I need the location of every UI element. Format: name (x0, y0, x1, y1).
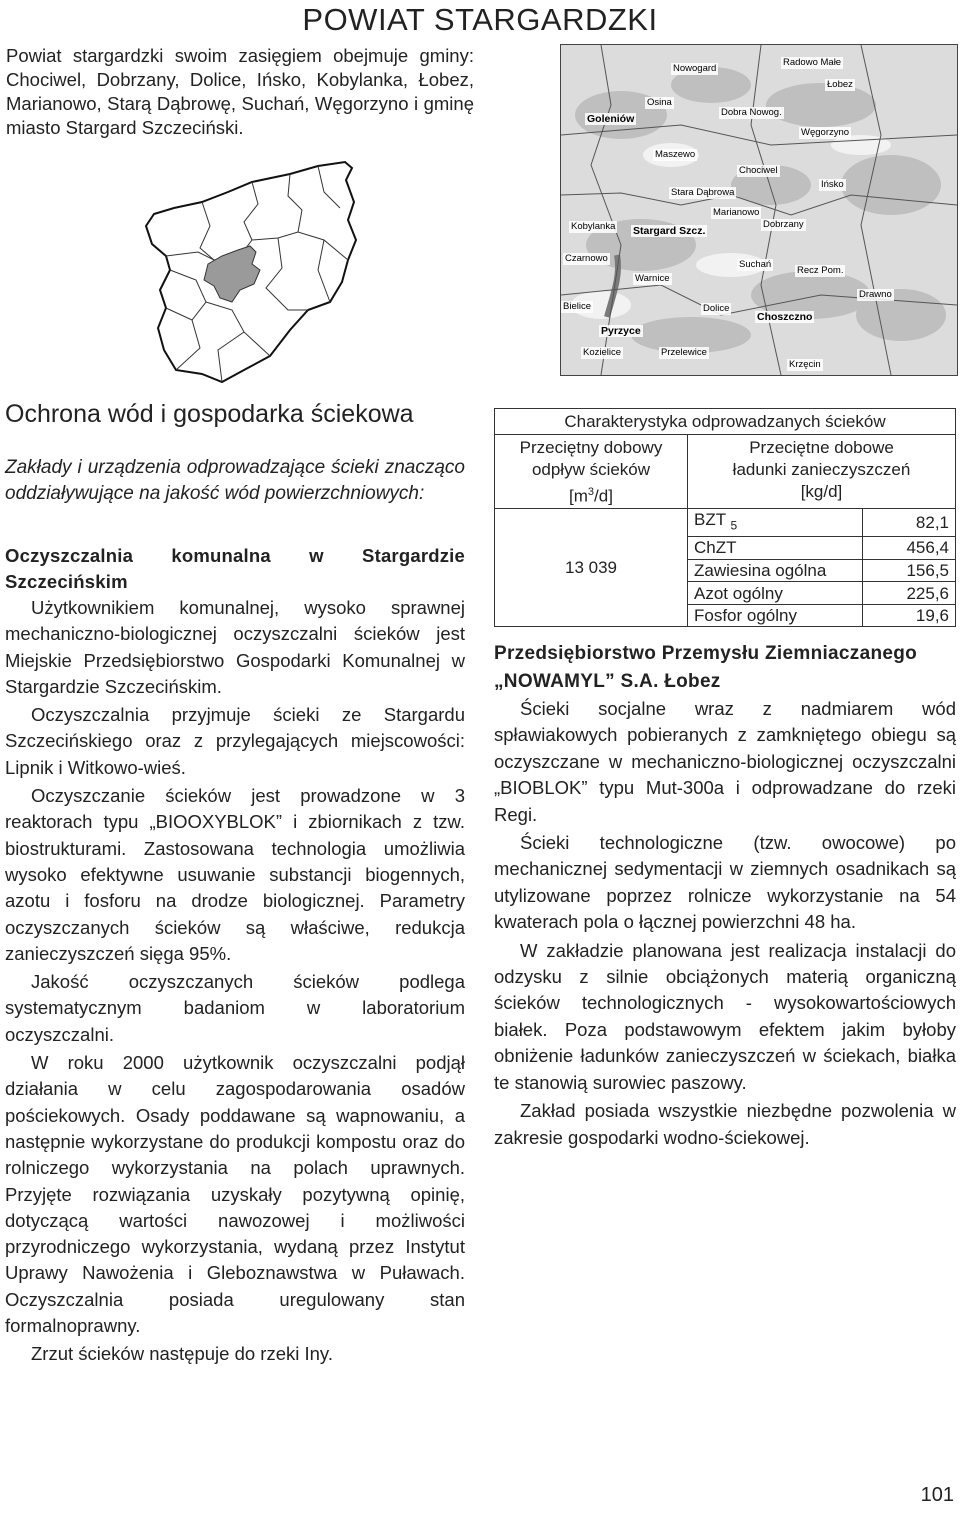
section-title: Ochrona wód i gospodarka ściekowa (5, 400, 414, 428)
company-heading: Przedsiębiorstwo Przemysłu Ziemniaczanego „NOWAMYL” S.A. Łobez (494, 643, 918, 692)
map-label: Maszewo (655, 149, 696, 160)
map-label: Krzęcin (789, 359, 821, 370)
map-label: Ińsko (821, 179, 844, 190)
map-label: Warnice (635, 273, 670, 284)
paragraph: Ścieki technologiczne (tzw. owocowe) po mechanicznej sedymentacji w ziemnych osadnikach są utylizowane poprzez rolnicze wykorzystanie na 54 kwaterach pola o łącznej powierzchni 48 ha. (494, 832, 956, 933)
map-label: Choszczno (757, 311, 813, 323)
map-label: Pyrzyce (601, 325, 641, 337)
intro-text: Powiat stargardzki swoim zasięgiem obejmuje gminy: Chociwel, Dobrzany, Dolice, Ińsko, Kobylanka, Łobez, Marianowo, Starą Dąbrowę, Suchań, Węgorzyno i gminę miasto Stargard Szczeciński. (6, 45, 474, 138)
map-label: Marianowo (713, 207, 760, 218)
map-label: Węgorzyno (801, 127, 850, 138)
parameter-name: ChZT (688, 537, 863, 560)
parameter-value: 456,4 (863, 537, 956, 560)
map-label: Suchań (739, 259, 772, 270)
page-number: 101 (920, 1484, 954, 1506)
paragraph: W zakładzie planowana jest realizacja instalacji do odzysku z silnie obciążonych materią organiczną ścieków technologicznych - wysokowartościowych białek. Poza podstawowym efektem jakim byłoby obniżenie ładunków zanieczyszczeń w ściekach, białka te stanowią surowiec paszowy. (494, 939, 956, 1093)
region-locator-map (140, 160, 440, 385)
paragraph: Zrzut ścieków następuje do rzeki Iny. (31, 1343, 333, 1365)
map-label: Osina (647, 97, 672, 108)
flow-value: 13 039 (495, 508, 688, 627)
paragraph: Oczyszczanie ścieków jest prowadzone w 3 reaktorach typu „BIOOXYBLOK” i zbiornikach z tzw. biostrukturami. Zastosowana technologia umożliwia wysoko efektywne usuwanie substancji biogennych, azotu i fosforu na drodze biologicznej. Parametry oczyszczanych ścieków są właściwe, redukcja zanieczyszczeń sięga 95%. (5, 785, 465, 964)
parameter-name: Zawiesina ogólna (688, 559, 863, 582)
map-label: Bielice (563, 301, 591, 312)
left-column (5, 455, 465, 1368)
table-header-flow (495, 435, 688, 509)
parameter-value: 225,6 (863, 582, 956, 605)
page-title: POWIAT STARGARDZKI (302, 2, 658, 37)
map-label: Drawno (859, 289, 892, 300)
map-label: Stargard Szcz. (633, 225, 706, 237)
map-label: Dobra Nowog. (721, 107, 782, 118)
map-label: Dolice (703, 303, 730, 314)
table-caption: Charakterystyka odprowadzanych ścieków (495, 409, 956, 435)
map-label: Dobrzany (763, 219, 804, 230)
county-map (560, 44, 958, 376)
map-label: Stara Dąbrowa (671, 187, 735, 198)
parameter-name: Fosfor ogólny (688, 604, 863, 627)
table-header-loads (688, 435, 956, 509)
map-label: Łobez (827, 79, 853, 90)
header-unit: [kg/d] (800, 482, 843, 501)
header-line: ładunki zanieczyszczeń (732, 460, 911, 479)
wastewater-table (494, 408, 956, 627)
paragraph: Jakość oczyszczanych ścieków podlega systematycznym badaniom w laboratorium oczyszczalni. (5, 971, 465, 1045)
header-unit: $[m^3/d]$ (569, 486, 613, 506)
map-label: Kobylanka (571, 221, 616, 232)
paragraph: W roku 2000 użytkownik oczyszczalni podjął działania w celu zagospodarowania osadów pościekowych. Osady poddawane są wapnowaniu, a następnie wykorzystane do produkcji kompostu oraz do rolniczego wykorzystania na polach uprawnych. Przyjęte rozwiązania uzyskały pozytywną opinię, dotyczącą wartości nawozowej i możliwości przyrodniczego wykorzystania, wydaną przez Instytut Uprawy Nawożenia i Gleboznawstwa w Puławach. Oczyszczalnia posiada uregulowany stan formalnoprawny. (5, 1052, 465, 1337)
header-line: odpływ ścieków (531, 460, 651, 479)
map-label: Nowogard (673, 63, 717, 74)
map-label: Czarnowo (565, 253, 608, 264)
paragraph: Ścieki socjalne wraz z nadmiarem wód spławiakowych pobieranych z zamkniętego obiegu są oczyszczane w mechaniczno-biologicznej oczyszczalni „BIOBLOK” typu Mut-300a i odprowadzane do rzeki Regi. (494, 698, 956, 825)
plant-heading: Oczyszczalnia komunalna w Stargardzie Szczecińskim (5, 545, 465, 592)
paragraph: Zakład posiada wszystkie niezbędne pozwolenia w zakresie gospodarki wodno-ściekowej. (494, 1100, 956, 1148)
map-label: Recz Pom. (797, 265, 844, 276)
map-label: Przelewice (661, 347, 707, 358)
parameter-name: Azot ogólny (688, 582, 863, 605)
map-label: Kozielice (583, 347, 622, 358)
parameter-name: BZT $_5$ (688, 508, 863, 536)
right-column (494, 640, 956, 1151)
header-line: Przeciętny dobowy (519, 438, 663, 457)
intro-italic: Zakłady i urządzenia odprowadzające ścieki znacząco oddziaływujące na jakość wód powierzchniowych: (5, 457, 465, 504)
parameter-value: 82,1 (863, 508, 956, 536)
wastewater-table-container (494, 408, 956, 627)
map-label: Radowo Małe (783, 57, 842, 68)
header-line: Przeciętne dobowe (749, 438, 894, 457)
paragraph: Użytkownikiem komunalnej, wysoko sprawnej mechaniczno-biologicznej oczyszczalni ścieków jest Miejskie Przedsiębiorstwo Gospodarki Komunalnej w Stargardzie Szczecińskim. (5, 597, 465, 697)
parameter-value: 156,5 (863, 559, 956, 582)
map-label: Chociwel (739, 165, 778, 176)
paragraph: Oczyszczalnia przyjmuje ścieki ze Stargardu Szczecińskiego oraz z przylegających miejscowości: Lipnik i Witkowo-wieś. (5, 704, 465, 778)
parameter-value: 19,6 (863, 604, 956, 627)
map-label: Goleniów (587, 113, 635, 125)
